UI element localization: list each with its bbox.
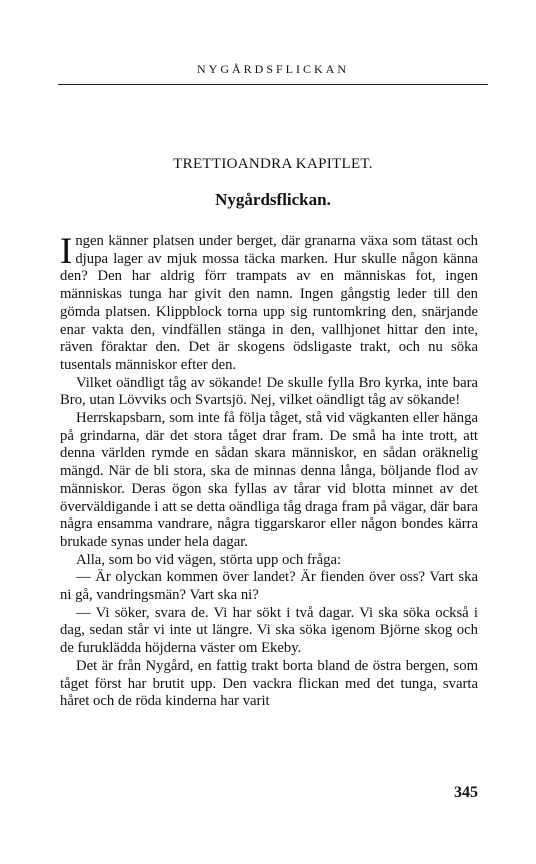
paragraph-1-text: ngen känner platsen under berget, där granarna växa som tätast och djupa lager av mjuk mossa täcka marken. Hur skulle någon känna den? Den har aldrig förr trampats av en människas fot, ingen människas tunga har givit den namn. Ingen gångstig leder till den gömda platsen. Klippblock torna upp sig runtomkring den, snärjande enar vakta den, vindfällen stänga in den, vallhjonet hittar den inte, räven föraktar den. Det är skogens ödsligaste trakt, och nu söka tusentals människor efter den. xyxy=(60,233,478,373)
chapter-subtitle: Nygårdsflickan. xyxy=(215,190,331,209)
paragraph-7: Det är från Nygård, en fattig trakt borta bland de östra bergen, som tåget först har brutit upp. Den vackra flickan med det tunga, svarta håret och de röda kinderna har varit xyxy=(60,657,478,710)
paragraph-4: Alla, som bo vid vägen, störta upp och fråga: xyxy=(76,551,342,568)
paragraph-6: — Vi söker, svara de. Vi har sökt i två dagar. Vi ska söka också i dag, sedan står vi inte ut längre. Vi ska söka igenom Björne skog och de furuklädda höjderna väster om Ekeby. xyxy=(60,604,478,657)
paragraph-3: Herrskapsbarn, som inte få följa tåget, stå vid vägkanten eller hänga på grindarna, där det stora tåget drar fram. De små ha inte trott, att denna världen rymde en sådan skara människor, en sådan oräknelig mängd. När de bli stora, ska de minnas denna långa, böljande flod av människor. Deras ögon ska fyllas av tårar vid blotta minnet av det överväldigande i att se detta oändliga tåg draga fram på vägar, där bara några ensamma vandrare, några tiggarskaror eller någon bondes kärra brukade synas under hela dagar. xyxy=(60,410,478,550)
paragraph-2: Vilket oändligt tåg av sökande! De skulle fylla Bro kyrka, inte bara Bro, utan Lövviks och Svartsjö. Nej, vilket oändligt tåg av sökande! xyxy=(60,374,478,409)
body-text xyxy=(60,233,478,711)
running-head: NYGÅRDSFLICKAN xyxy=(196,62,349,76)
chapter-title: TRETTIOANDRA KAPITLET. xyxy=(173,156,373,172)
page-number: 345 xyxy=(454,784,478,801)
paragraph-1 xyxy=(60,233,478,375)
header-rule xyxy=(58,84,488,85)
paragraph-5: — Är olyckan kommen över landet? Är fienden över oss? Vart ska ni gå, vandringsmän? Vart ska ni? xyxy=(60,569,478,604)
drop-cap: I xyxy=(60,231,73,272)
